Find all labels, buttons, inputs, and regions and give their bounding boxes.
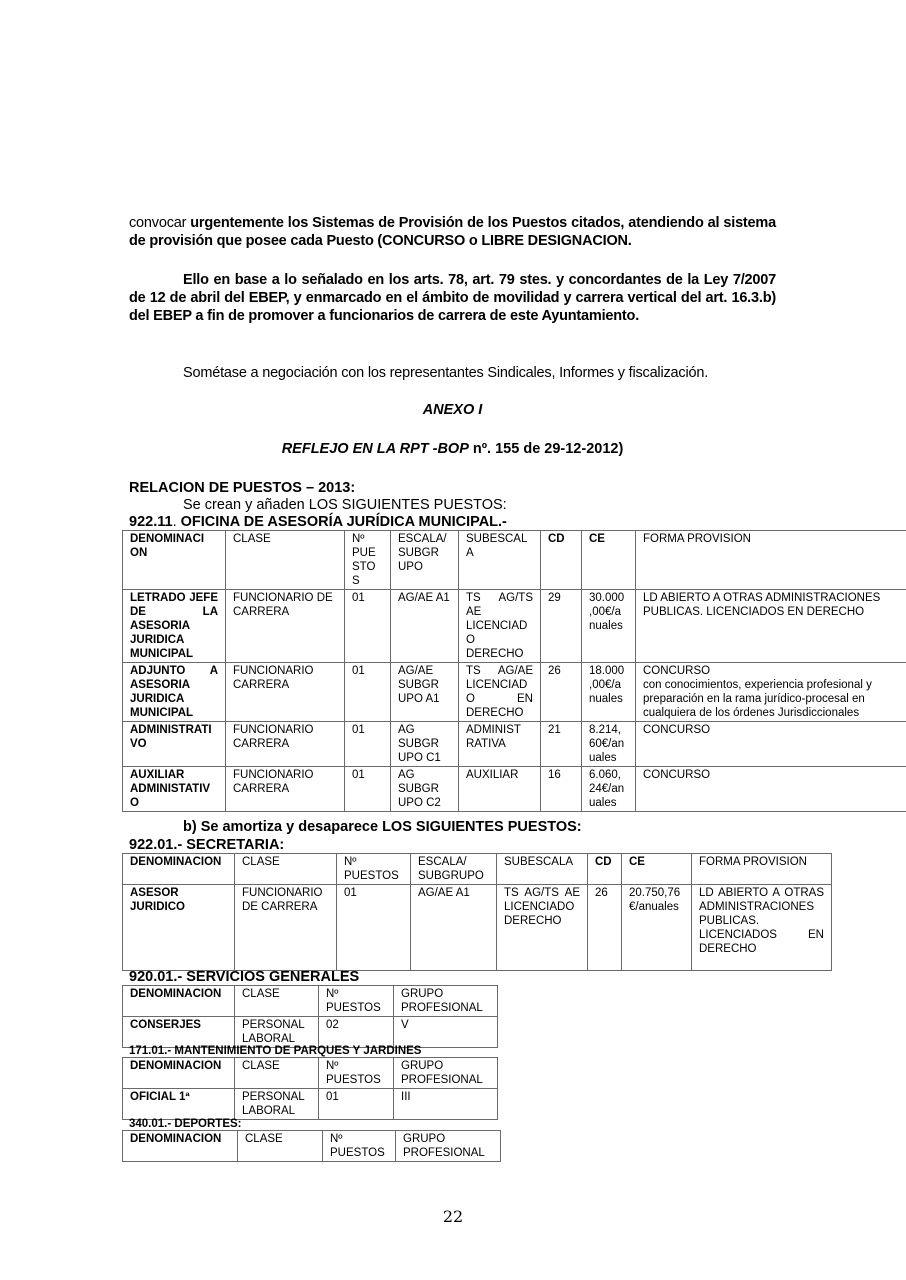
cell-clase: PERSONAL LABORAL: [235, 1017, 319, 1048]
cell-forma-provision: CONCURSO: [636, 722, 906, 767]
col-header-clase: CLASE: [238, 1131, 323, 1162]
page-number: 22: [442, 1207, 464, 1226]
col-header-forma-provision: FORMA PROVISION: [692, 854, 832, 885]
provision-detail: con conocimientos, experiencia profesional y preparación en la rama jurídico-procesal en cualquiera de los órdenes Jurisdiccionales: [643, 679, 872, 719]
intro-lead-text: convocar: [129, 215, 191, 231]
cell-puestos: 01: [345, 590, 391, 663]
cell-puestos: 01: [345, 767, 391, 812]
cell-escala: AG SUBGR UPO C1: [391, 722, 459, 767]
cell-ce: 6.060, 24€/an uales: [582, 767, 636, 812]
relacion-heading: RELACION DE PUESTOS – 2013:: [129, 480, 356, 496]
annex-subtitle-rest: nº. 155 de 29-12-2012): [468, 441, 624, 457]
deportes-heading: 340.01.- DEPORTES:: [129, 1118, 242, 1130]
cell-ce: 20.750,76 €/anuales: [622, 885, 692, 971]
col-header-denominacion: DENOMINACION: [123, 1058, 235, 1089]
table-row: [123, 590, 906, 663]
col-header-puestos: Nº PUESTOS: [337, 854, 411, 885]
col-header-denominacion: DENOMINACION: [123, 854, 235, 885]
table-row: [123, 663, 906, 722]
col-header-clase: CLASE: [235, 1058, 319, 1089]
col-header-clase: CLASE: [226, 531, 345, 590]
cell-denominacion: OFICIAL 1ª: [123, 1089, 235, 1120]
col-header-puestos: Nº PUE STO S: [345, 531, 391, 590]
annex-subtitle-italic: REFLEJO EN LA RPT -BOP: [281, 441, 469, 457]
cell-subescala: ADMINIST RATIVA: [459, 722, 541, 767]
table-header-row: [123, 1058, 498, 1089]
servicios-heading: 920.01.- SERVICIOS GENERALES: [129, 969, 360, 985]
col-header-forma-provision: FORMA PROVISION: [636, 531, 906, 590]
provision-type: CONCURSO: [643, 665, 711, 677]
col-header-clase: CLASE: [235, 854, 337, 885]
secretaria-table: [122, 853, 832, 971]
cell-ce: 30.000 ,00€/a nuales: [582, 590, 636, 663]
table-header-row: [123, 531, 906, 590]
cell-clase: FUNCIONARIO CARRERA: [226, 663, 345, 722]
office-code: 922.11: [129, 514, 173, 530]
cell-ce: 8.214, 60€/an uales: [582, 722, 636, 767]
col-header-subescala: SUBESCAL A: [459, 531, 541, 590]
table-row: [123, 767, 906, 812]
col-header-ce: CE: [622, 854, 692, 885]
table-header-row: [123, 854, 832, 885]
col-header-puestos: Nº PUESTOS: [319, 986, 394, 1017]
cell-forma-provision: CONCURSO: [636, 767, 906, 812]
cell-cd: 21: [541, 722, 582, 767]
col-header-clase: CLASE: [235, 986, 319, 1017]
col-header-denominacion: DENOMINACION: [123, 986, 235, 1017]
cell-escala: AG/AE A1: [391, 590, 459, 663]
col-header-ce: CE: [582, 531, 636, 590]
office-name: OFICINA DE ASESORÍA JURÍDICA MUNICIPAL.-: [180, 514, 507, 530]
cell-puestos: 01: [345, 722, 391, 767]
deportes-table: [122, 1130, 501, 1162]
cell-subescala: TS AG/AE LICENCIAD O EN DERECHO: [459, 663, 541, 722]
cell-cd: 16: [541, 767, 582, 812]
col-header-subescala: SUBESCALA: [497, 854, 588, 885]
col-header-puestos: Nº PUESTOS: [319, 1058, 394, 1089]
cell-clase: FUNCIONARIO DE CARRERA: [235, 885, 337, 971]
cell-cd: 26: [588, 885, 622, 971]
parques-heading: 171.01.- MANTENIMIENTO DE PARQUES Y JARDINES: [129, 1045, 422, 1057]
annex-title: ANEXO I: [422, 402, 483, 418]
cell-denominacion: ASESOR JURIDICO: [123, 885, 235, 971]
col-header-grupo: GRUPO PROFESIONAL: [394, 986, 498, 1017]
cell-forma-provision: [636, 663, 906, 722]
cell-puestos: 02: [319, 1017, 394, 1048]
cell-clase: FUNCIONARIO CARRERA: [226, 767, 345, 812]
intro-paragraph-2: Ello en base a lo señalado en los arts. 78, art. 79 stes. y concordantes de la Ley 7/2007 de 12 de abril del EBEP, y enmarcado en el ámbito de movilidad y carrera vertical del art. 16.3.b) del EBEP a fin de promover a funcionarios de carrera de este Ayuntamiento.: [129, 272, 776, 324]
cell-denominacion: CONSERJES: [123, 1017, 235, 1048]
intro-bold-text: urgentemente los Sistemas de Provisión de los Puestos citados, atendiendo al sistema de provisión que posee cada Puesto (CONCURSO o LIBRE DESIGNACION.: [129, 215, 776, 249]
table-row: [123, 1089, 498, 1120]
col-header-puestos: Nº PUESTOS: [323, 1131, 396, 1162]
cell-forma-provision: LD ABIERTO A OTRAS ADMINISTRACIONES PUBLICAS. LICENCIADOS EN DERECHO: [692, 885, 832, 971]
col-header-denominacion: DENOMINACION: [123, 1131, 238, 1162]
secretaria-heading: 922.01.- SECRETARIA:: [129, 837, 285, 853]
table-row: [123, 885, 832, 971]
col-header-cd: CD: [541, 531, 582, 590]
annex-subtitle: [129, 441, 776, 457]
cell-denominacion: AUXILIAR ADMINISTATIV O: [123, 767, 226, 812]
cell-clase: FUNCIONARIO DE CARRERA: [226, 590, 345, 663]
amortized-heading: b) Se amortiza y desaparece LOS SIGUIENTES PUESTOS:: [183, 819, 582, 835]
cell-subescala: AUXILIAR: [459, 767, 541, 812]
cell-escala: AG/AE A1: [411, 885, 497, 971]
cell-cd: 29: [541, 590, 582, 663]
table-row: [123, 722, 906, 767]
created-intro: Se crean y añaden LOS SIGUIENTES PUESTOS:: [183, 497, 507, 513]
cell-clase: PERSONAL LABORAL: [235, 1089, 319, 1120]
office-sep: .: [172, 514, 181, 530]
col-header-escala: ESCALA/ SUBGRUPO: [411, 854, 497, 885]
cell-denominacion: ADMINISTRATI VO: [123, 722, 226, 767]
table-header-row: [123, 986, 498, 1017]
created-positions-table: [122, 530, 906, 812]
col-header-denominacion: DENOMINACI ON: [123, 531, 226, 590]
table-row: [123, 1017, 498, 1048]
cell-denominacion: ADJUNTO A ASESORIA JURIDICA MUNICIPAL: [123, 663, 226, 722]
intro-paragraph-1: [129, 214, 776, 250]
cell-subescala: TS AG/TS AE LICENCIAD O DERECHO: [459, 590, 541, 663]
cell-forma-provision: LD ABIERTO A OTRAS ADMINISTRACIONES PUBLICAS. LICENCIADOS EN DERECHO: [636, 590, 906, 663]
cell-escala: AG/AE SUBGR UPO A1: [391, 663, 459, 722]
cell-puestos: 01: [319, 1089, 394, 1120]
cell-cd: 26: [541, 663, 582, 722]
col-header-cd: CD: [588, 854, 622, 885]
cell-puestos: 01: [337, 885, 411, 971]
cell-grupo: V: [394, 1017, 498, 1048]
office-heading: [129, 514, 507, 530]
cell-puestos: 01: [345, 663, 391, 722]
cell-denominacion: LETRADO JEFE DE LA ASESORIA JURIDICA MUNICIPAL: [123, 590, 226, 663]
servicios-table: [122, 985, 498, 1048]
cell-subescala: TS AG/TS AE LICENCIADO DERECHO: [497, 885, 588, 971]
cell-grupo: III: [394, 1089, 498, 1120]
table-header-row: [123, 1131, 501, 1162]
intro-paragraph-3: Sométase a negociación con los representantes Sindicales, Informes y fiscalización.: [183, 365, 709, 381]
col-header-grupo: GRUPO PROFESIONAL: [396, 1131, 501, 1162]
cell-ce: 18.000 ,00€/a nuales: [582, 663, 636, 722]
parques-table: [122, 1057, 498, 1120]
col-header-escala: ESCALA/ SUBGR UPO: [391, 531, 459, 590]
cell-escala: AG SUBGR UPO C2: [391, 767, 459, 812]
col-header-grupo: GRUPO PROFESIONAL: [394, 1058, 498, 1089]
cell-clase: FUNCIONARIO CARRERA: [226, 722, 345, 767]
